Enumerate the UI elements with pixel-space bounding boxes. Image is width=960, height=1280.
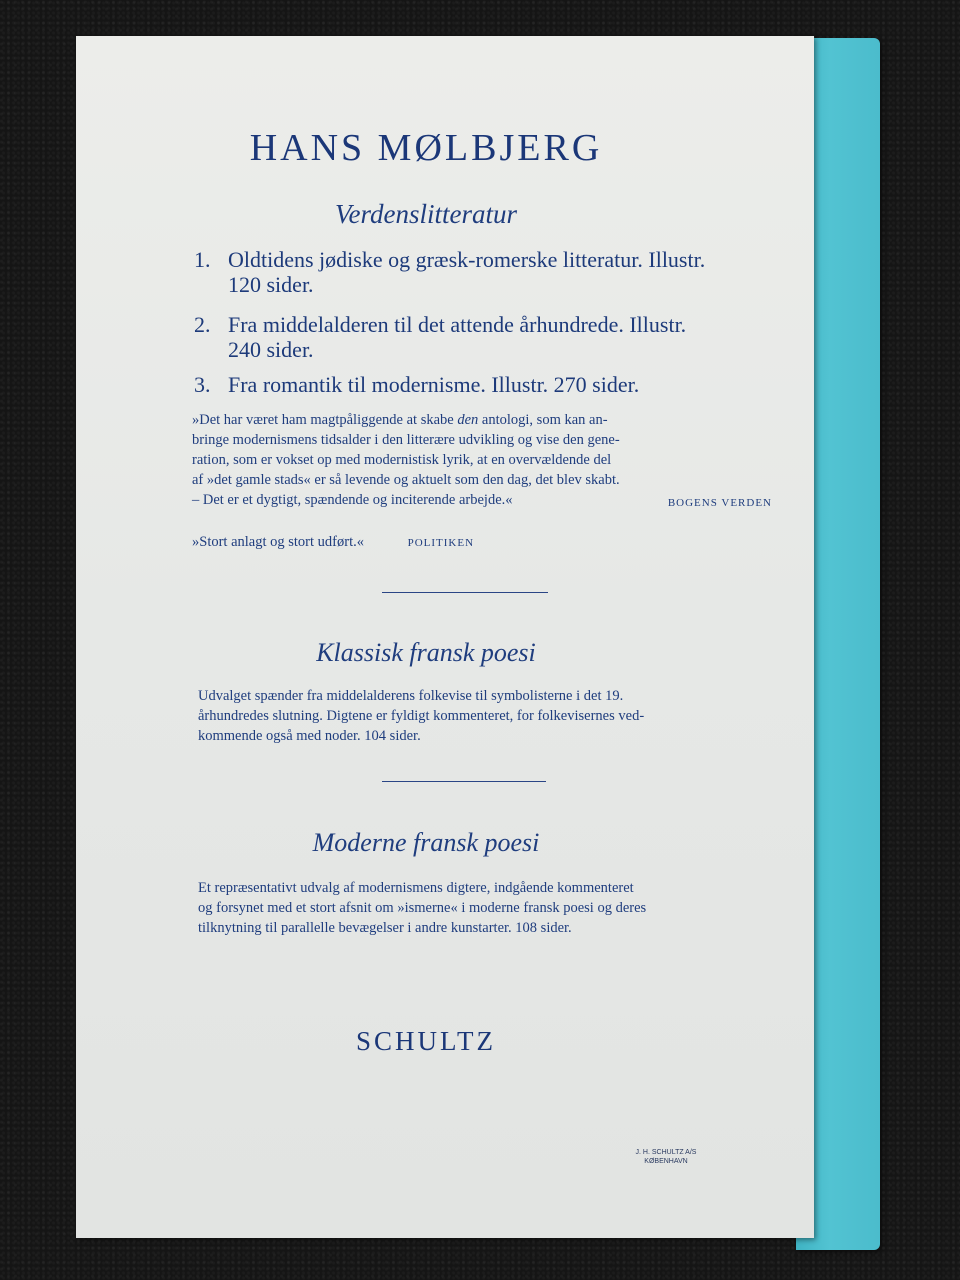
review-line-5: – Det er et dygtigt, spændende og inciterende arbejde.« BOGENS VERDEN [192,490,772,513]
section-title-klassisk: Klassisk fransk poesi [316,638,536,667]
divider-2 [382,781,546,782]
review-quote [192,410,772,513]
review-line-1: »Det har været ham magtpåliggende at skabe den antologi, som kan an- [192,412,608,428]
volume-1-line2: 120 sider. [228,272,314,297]
volume-1-line1: Oldtidens jødiske og græsk-romerske litteratur. Illustr. [228,247,706,272]
review-2 [192,532,772,553]
volume-1-number: 1. [194,247,211,272]
volume-2-line1: Fra middelalderen til det attende århundrede. Illustr. [228,312,687,337]
series-title: Verdenslitteratur [335,199,517,229]
section-title-moderne: Moderne fransk poesi [312,828,540,857]
review-line-3: ration, som er vokset op med modernistisk lyrik, at en overvældende del [192,452,612,468]
volume-3-line1: Fra romantik til modernisme. Illustr. 270 sider. [228,372,640,397]
volume-2-line2: 240 sider. [228,337,314,362]
section-desc-moderne: Et repræsentativt udvalg af modernismens digtere, indgående kommenteret og forsynet med et stort afsnit om »ismerne« i moderne fransk poesi og deres tilknytning til parallelle bevægelser i andre kunstarter. 108 sider. [198,880,647,936]
review-line-4: af »det gamle stads« er så levende og aktuelt som den dag, det blev skabt. [192,472,620,488]
book-back-cover [76,36,814,1238]
review-source: BOGENS VERDEN [667,497,772,509]
volume-2-number: 2. [194,312,211,337]
printer-imprint: J. H. SCHULTZ A/S KØBENHAVN [635,1149,697,1165]
author-name: HANS MØLBJERG [249,127,603,169]
review-2-text: »Stort anlagt og stort udført.« [192,534,364,550]
divider-1 [382,592,548,593]
volume-3-number: 3. [194,372,211,397]
review-2-source: POLITIKEN [407,537,475,549]
publisher-name: SCHULTZ [355,1026,497,1056]
section-desc-klassisk: Udvalget spænder fra middelalderens folkevise til symbolisterne i det 19. århundredes slutning. Digtene er fyldigt kommenteret, for folkevisernes ved- kommende også med noder. 104 sider. [198,688,645,744]
review-line-2: bringe modernismens tidsalder i den litterære udvikling og vise den gene- [192,432,620,448]
